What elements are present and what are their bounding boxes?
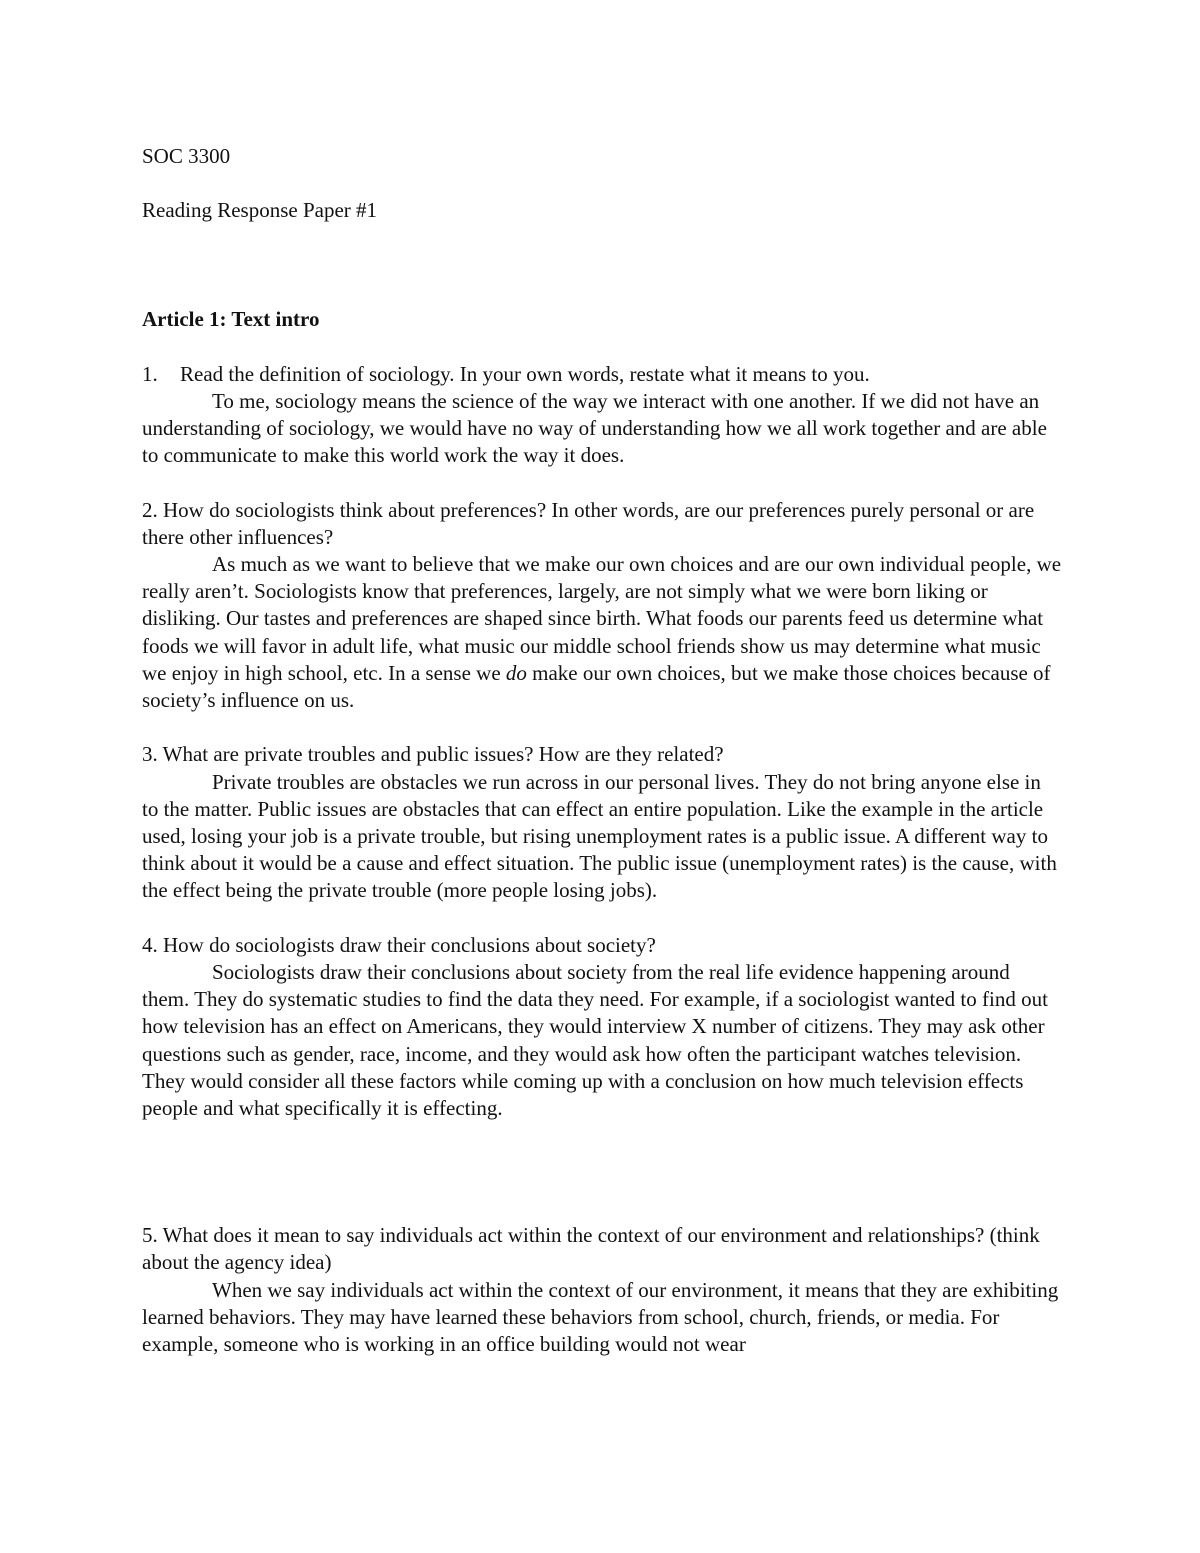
question-5: 5. What does it mean to say individuals act within the context of our environment and relationships? (think about the agency idea) — [142, 1223, 1040, 1275]
document-body — [142, 143, 1062, 1358]
question-block-4 — [142, 932, 1062, 1122]
article-heading: Article 1: Text intro — [142, 307, 320, 332]
question-block-2 — [142, 497, 1062, 715]
paper-title: Reading Response Paper #1 — [142, 198, 378, 223]
question-1-number: 1. — [142, 361, 158, 386]
answer-1: To me, sociology means the science of the way we interact with one another. If we did not have an understanding of sociology, we would have no way of understanding how we all work together and are able to communicate to make this world work the way it does. — [142, 388, 1047, 468]
question-block-1 — [142, 361, 1062, 470]
answer-5: When we say individuals act within the context of our environment, it means that they are exhibiting learned behaviors. They may have learned these behaviors from school, church, friends, or media. For example, someone who is working in an office building would not wear — [142, 1277, 1059, 1357]
question-4: 4. How do sociologists draw their conclusions about society? — [142, 932, 656, 957]
answer-2 — [142, 551, 1062, 714]
question-block-3 — [142, 741, 1062, 904]
answer-3: Private troubles are obstacles we run across in our personal lives. They do not bring anyone else in to the matter. Public issues are obstacles that can effect an entire population. Like the example in the article used, losing your job is a private trouble, but rising unemployment rates is a public issue. A different way to think about it would be a cause and effect situation. The public issue (unemployment rates) is the cause, with the effect being the private trouble (more people losing jobs). — [142, 769, 1057, 903]
answer-2-part-2: make our own choices, but we make those choices because of society’s influence on us. — [142, 660, 1051, 712]
question-3: 3. What are private troubles and public issues? How are they related? — [142, 742, 724, 767]
answer-4: Sociologists draw their conclusions about society from the real life evidence happening around them. They do systematic studies to find the data they need. For example, if a sociologist wanted to find out how television has an effect on Americans, they would interview X number of citizens. They may ask other questions such as gender, race, income, and they would ask how often the participant watches television. They would consider all these factors while coming up with a conclusion on how much television effects people and what specifically it is effecting. — [142, 959, 1048, 1120]
course-code: SOC 3300 — [142, 144, 231, 168]
answer-2-emphasis: do — [505, 660, 527, 685]
question-block-5 — [142, 1222, 1062, 1358]
question-1 — [142, 361, 1062, 388]
question-1-text: Read the definition of sociology. In your own words, restate what it means to you. — [180, 361, 870, 386]
question-2: 2. How do sociologists think about preferences? In other words, are our preferences purely personal or are there other influences? — [142, 497, 1035, 549]
answer-2-part-1: As much as we want to believe that we make our own choices and are our own individual people, we really aren’t. Sociologists know that preferences, largely, are not simply what we were born liking or disliking. Our tastes and preferences are shaped since birth. What foods our parents feed us determine what foods we will favor in adult life, what music our middle school friends show us may determine what music we enjoy in high school, etc. In a sense we — [142, 551, 1062, 685]
